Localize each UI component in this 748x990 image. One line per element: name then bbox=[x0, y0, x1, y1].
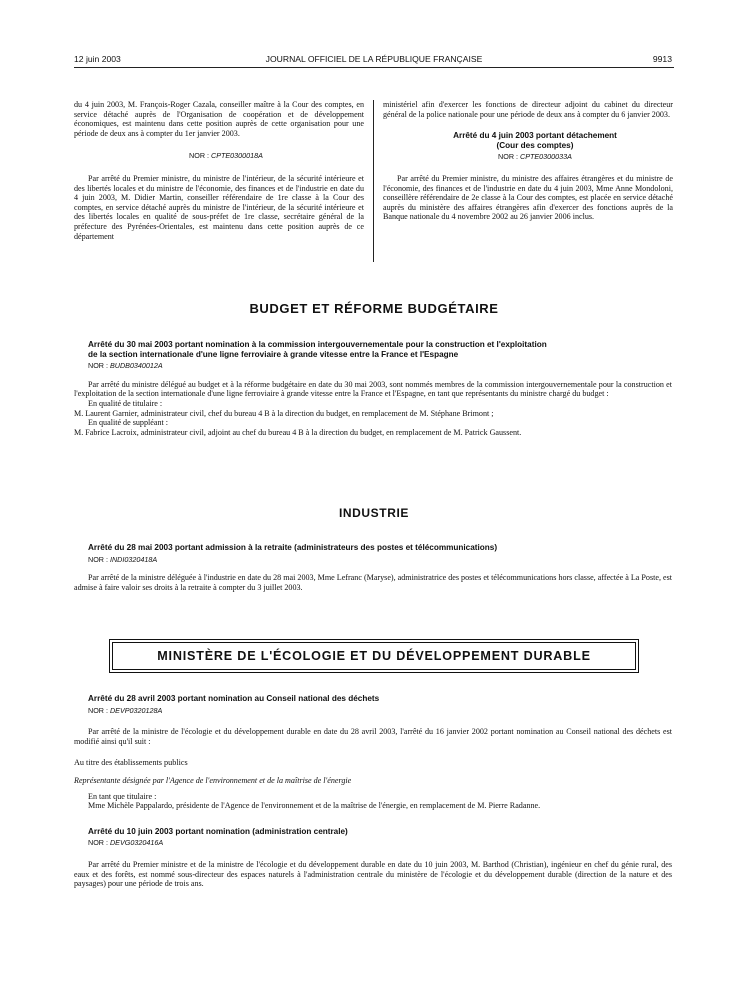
arrete-title: Arrêté du 28 mai 2003 portant admission à la retraite (administrateurs des postes et télécommunications) bbox=[88, 543, 498, 552]
nor-label: NOR : bbox=[88, 361, 108, 371]
nor-code: DEVP0320128A bbox=[109, 705, 163, 715]
italic-line: Représentante désignée par l'Agence de l'environnement et de la maîtrise de l'énergie bbox=[74, 775, 352, 785]
ministry-title-box bbox=[112, 642, 636, 670]
nor-label: NOR : bbox=[498, 152, 518, 162]
arrete-title-line2: de la section internationale d'une ligne ferroviaire à grande vitesse entre la France et l'Espagne bbox=[88, 349, 459, 359]
nor-label: NOR : bbox=[189, 151, 209, 161]
suppleant-label: En qualité de suppléant : bbox=[88, 418, 169, 428]
nor-label: NOR : bbox=[88, 554, 108, 564]
arrete-title: Arrêté du 28 avril 2003 portant nomination au Conseil national des déchets bbox=[88, 694, 380, 703]
paragraph: Par arrêté du Premier ministre et de la ministre de l'écologie et du développement durable en date du 10 juin 2003, M. Barthod (Christian), ingénieur en chef du génie rural, des eaux et des forêts, est nommé sous-directeur des espaces naturels à l'administration centrale du ministère de l'écologie et du développement durable (direction de la nature et des paysages) pour une période de trois ans. bbox=[74, 859, 672, 889]
nor-label: NOR : bbox=[88, 838, 108, 848]
arrete-title: Arrêté du 30 mai 2003 portant nomination à la commission intergouvernementale pour la construction et l'exploitation bbox=[88, 340, 547, 349]
nor-reference bbox=[383, 152, 673, 162]
nor-code: CPTE0300018A bbox=[211, 151, 263, 161]
industrie-section bbox=[74, 543, 672, 592]
subheading: Au titre des établissements publics bbox=[74, 758, 188, 768]
ministry-title: MINISTÈRE DE L'ÉCOLOGIE ET DU DÉVELOPPEMENT DURABLE bbox=[157, 649, 591, 663]
budget-section bbox=[74, 340, 672, 437]
column-divider bbox=[373, 100, 374, 262]
suppleant-text: M. Fabrice Lacroix, administrateur civil, adjoint au chef du bureau 4 B à la direction du budget, en remplacement de M. Patrick Gaussent. bbox=[74, 427, 522, 437]
titulaire-label: En qualité de titulaire : bbox=[88, 398, 163, 408]
header-journal-title: JOURNAL OFFICIEL DE LA RÉPUBLIQUE FRANÇAISE bbox=[265, 54, 483, 64]
nor-reference bbox=[74, 151, 364, 161]
nor-code: BUDB0340012A bbox=[109, 361, 163, 371]
paragraph: du 4 juin 2003, M. François-Roger Cazala, conseiller maître à la Cour des comptes, en service détaché auprès de l'Organisation de coopération et de développement économiques, est maintenu dans cette position auprès de cette organisation pour une période de deux ans à compter du 1er janvier 2003. bbox=[74, 100, 364, 138]
section-title-industrie: INDUSTRIE bbox=[338, 506, 410, 520]
paragraph: ministériel afin d'exercer les fonctions de directeur adjoint du cabinet du directeur général de la police nationale pour une période de deux ans à compter du 6 janvier 2003. bbox=[383, 100, 673, 119]
arrete-title: Arrêté du 4 juin 2003 portant détachement bbox=[453, 131, 617, 141]
titulaire-text: M. Laurent Garnier, administrateur civil, chef du bureau 4 B à la direction du budget, en remplacement de M. Stéphane Brimont ; bbox=[74, 408, 494, 418]
nor-reference bbox=[74, 361, 672, 371]
ecologie-section bbox=[74, 694, 672, 889]
nor-label: NOR : bbox=[88, 705, 108, 715]
paragraph: Par arrêté de la ministre déléguée à l'industrie en date du 28 mai 2003, Mme Lefranc (Maryse), administratrice des postes et télécommunications hors classe, affectée à La Poste, est admise à faire valoir ses droits à la retraite à compter du 3 juillet 2003. bbox=[74, 573, 672, 592]
nor-code: CPTE0300033A bbox=[520, 152, 572, 162]
header-rule bbox=[74, 67, 674, 68]
top-left-column bbox=[74, 100, 364, 241]
top-right-column bbox=[383, 100, 673, 222]
titulaire-label: En tant que titulaire : bbox=[88, 791, 157, 801]
nor-reference bbox=[74, 838, 672, 848]
nor-reference bbox=[74, 555, 672, 565]
arrete-title: Arrêté du 10 juin 2003 portant nomination (administration centrale) bbox=[88, 826, 348, 836]
paragraph: Par arrêté du ministre délégué au budget et à la réforme budgétaire en date du 30 mai 2003, sont nommés membres de la commission intergouvernementale pour la construction et l'exploitation de la section internationale d'une ligne ferroviaire à grande vitesse entre la France et l'Espagne, en tant que représentants du ministre chargé du budget : bbox=[74, 379, 672, 399]
titulaire-text: Mme Michèle Pappalardo, présidente de l'Agence de l'environnement et de la maîtrise de l'énergie, en remplacement de M. Pierre Radanne. bbox=[88, 801, 541, 811]
paragraph: Par arrêté de la ministre de l'écologie et du développement durable en date du 28 avril 2003, l'arrêté du 16 janvier 2002 portant nomination au Conseil national des déchets est modifié ainsi qu'il suit : bbox=[74, 727, 672, 746]
paragraph: Par arrêté du Premier ministre, du ministre de l'intérieur, de la sécurité intérieure et des libertés locales et du ministre de l'économie, des finances et de l'industrie en date du 4 juin 2003, M. Didier Martin, conseiller référendaire de 1re classe à la Cour des comptes, en service détaché auprès du ministre de l'intérieur, de la sécurité intérieure et des libertés locales en qualité de sous-préfet de 1re classe, secrétaire général de la préfecture des Pyrénées-Orientales, est maintenu dans cette position auprès de ce département bbox=[74, 173, 364, 241]
header-page-number: 9913 bbox=[652, 54, 672, 64]
paragraph: Par arrêté du Premier ministre, du ministre des affaires étrangères et du ministre de l'économie, des finances et de l'industrie en date du 4 juin 2003, Mme Anne Mondoloni, conseillère référendaire de 2e classe à la Cour des comptes, est placée en service détaché auprès du ministère des affaires étrangères afin d'exercer des fonctions auprès de la Banque nationale du 4 novembre 2002 au 26 janvier 2006 inclus. bbox=[383, 173, 673, 222]
section-title-budget: BUDGET ET RÉFORME BUDGÉTAIRE bbox=[249, 301, 499, 316]
nor-code: DEVG0320416A bbox=[109, 838, 164, 848]
nor-reference bbox=[74, 706, 672, 716]
nor-code: INDI0320418A bbox=[109, 554, 158, 564]
header-date: 12 juin 2003 bbox=[74, 54, 121, 64]
arrete-title-line2: (Cour des comptes) bbox=[496, 140, 574, 150]
